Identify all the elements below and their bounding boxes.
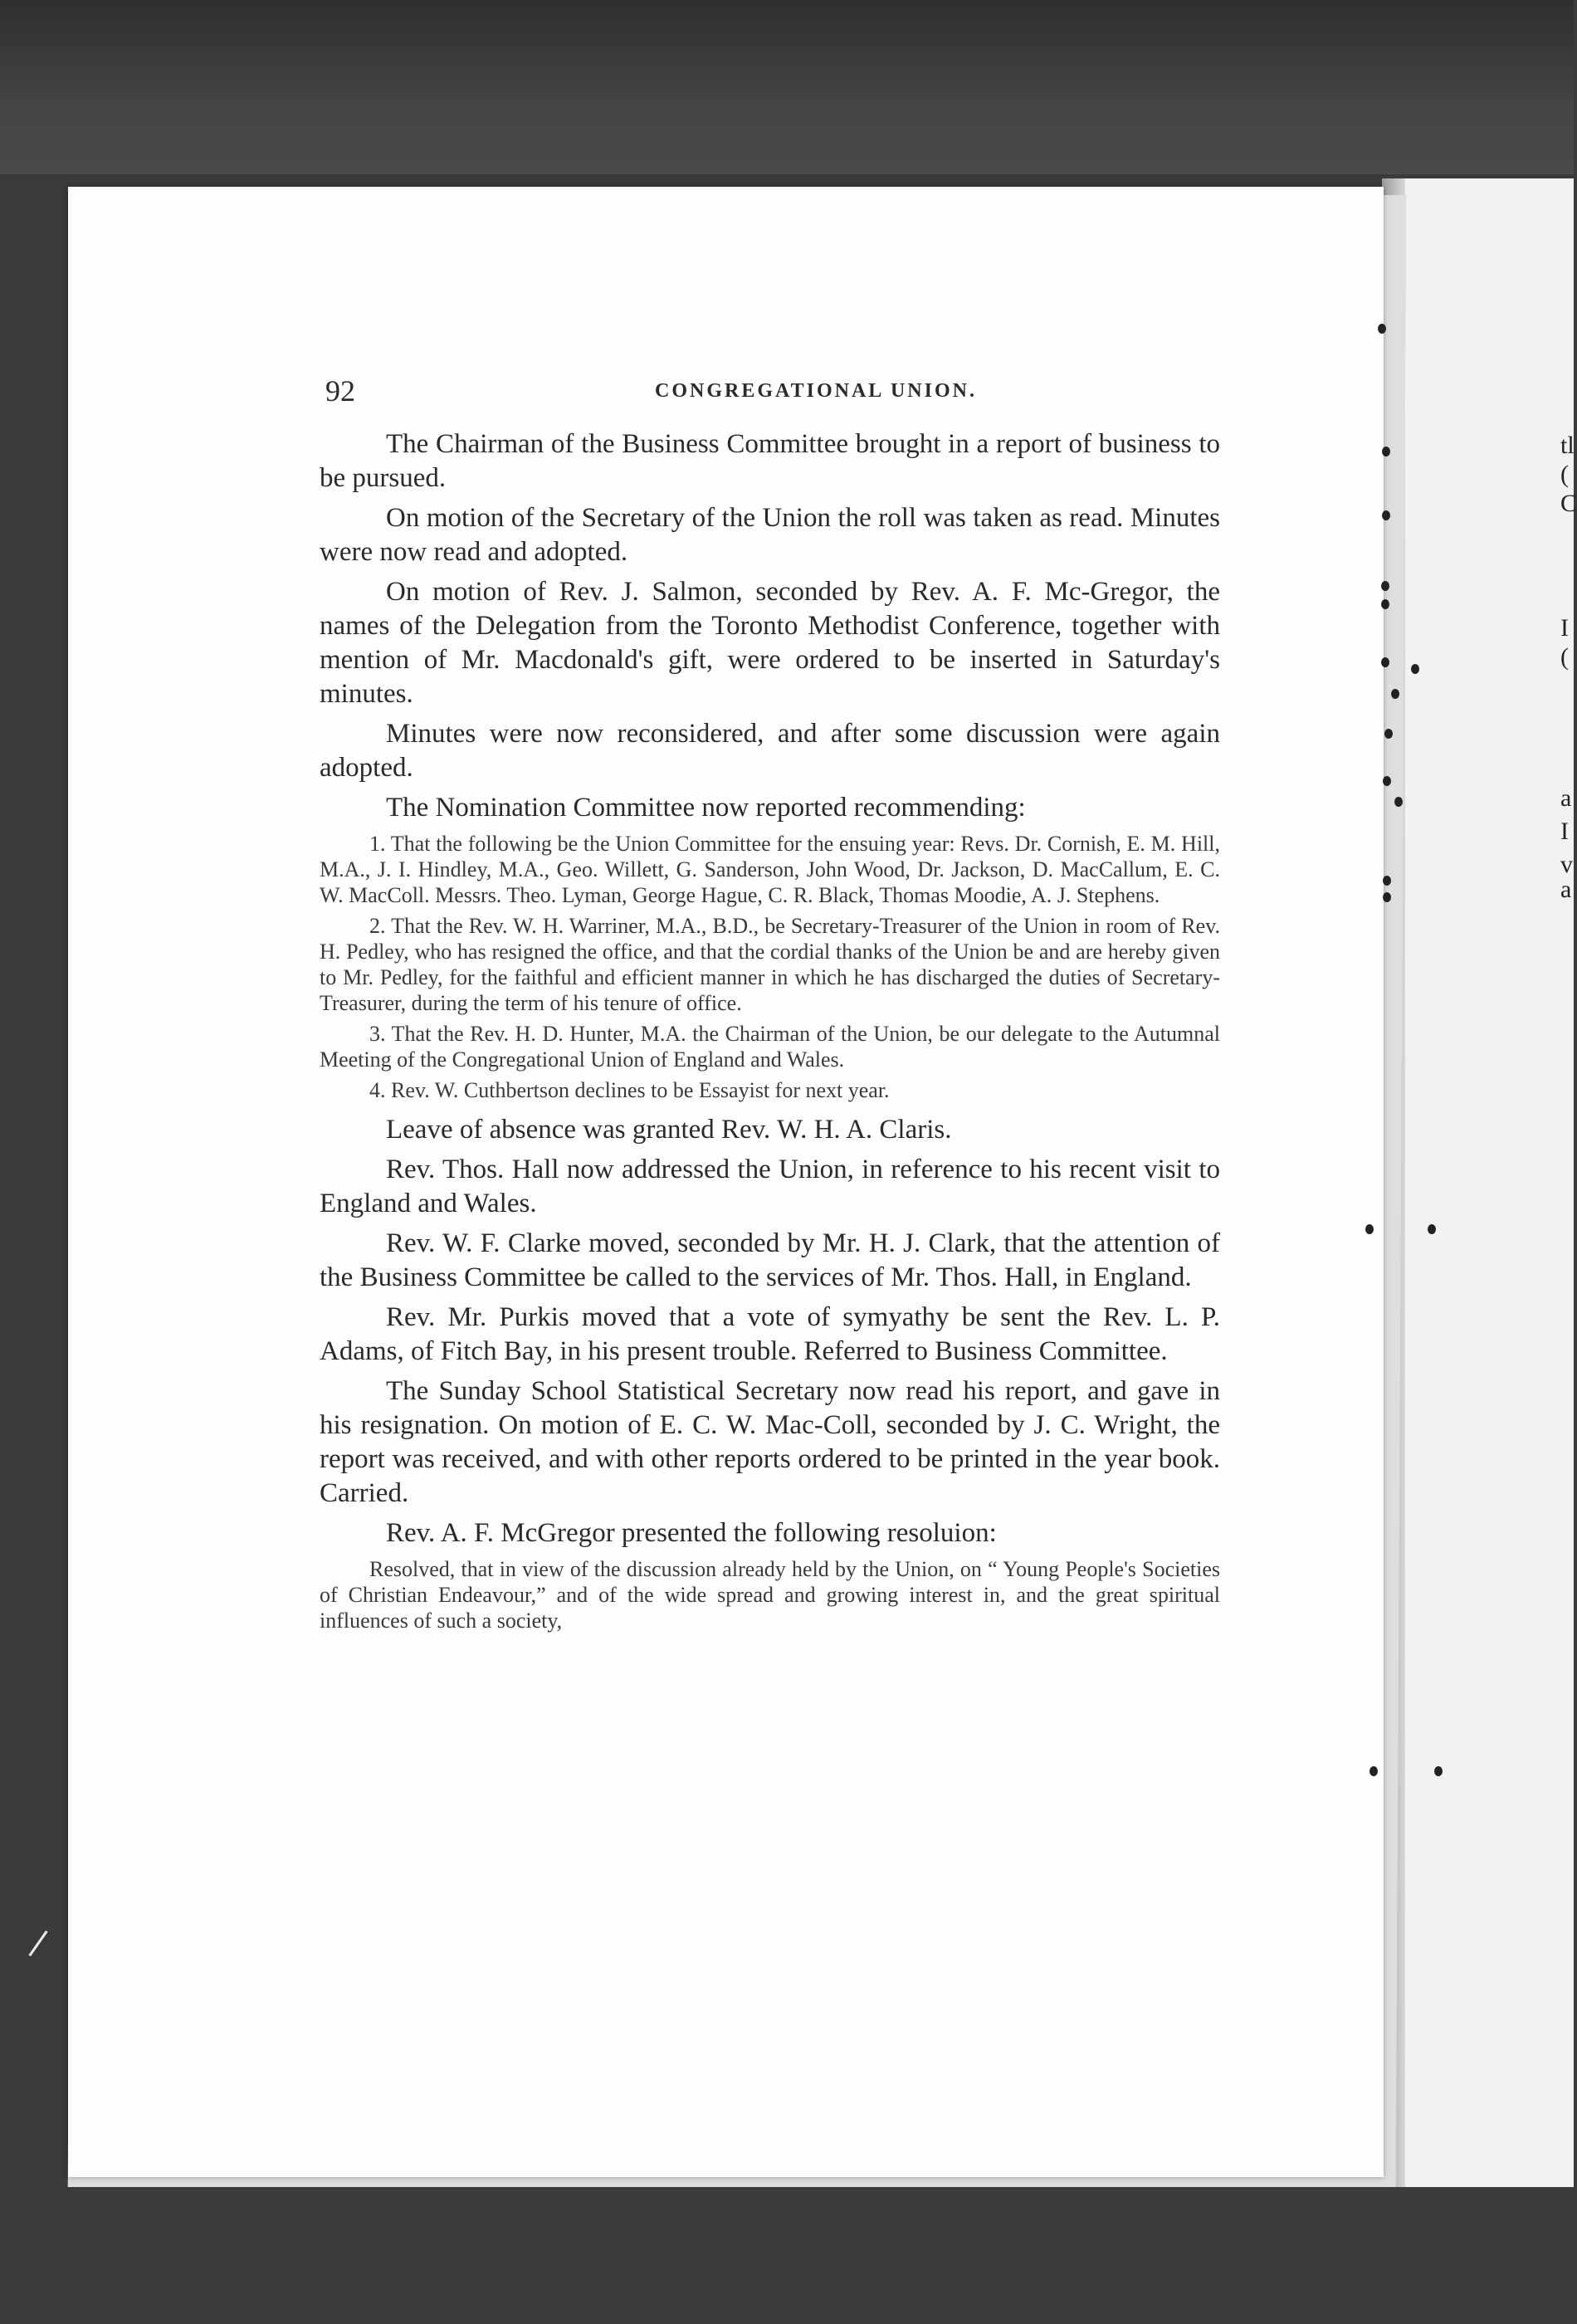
paragraph-mcgregor-resolution: Rev. A. F. McGregor presented the following resoluion: (386, 1518, 997, 1548)
running-head (0, 380, 1574, 403)
paragraph-purkis-motion: Rev. Mr. Purkis moved that a vote of symyathy be sent the Rev. L. P. Adams, of Fitch Bay, in his present trouble. Referred to Business Committee. (320, 1302, 1220, 1366)
binding-mark (1378, 324, 1386, 334)
binding-mark (1391, 689, 1399, 699)
recommendation-3: 3. That the Rev. H. D. Hunter, M.A. the Chairman of the Union, be our delegate to the Autumnal Meeting of the Congregational Union of England and Wales. (320, 1022, 1220, 1072)
facing-page-fragment: a (1560, 876, 1572, 903)
paragraph-business-committee: The Chairman of the Business Committee brought in a report of business to be pursued. (320, 429, 1220, 493)
facing-page-fragment: I (1560, 818, 1569, 845)
paragraph-sunday-school-report: The Sunday School Statistical Secretary now read his report, and gave in his resignation. On motion of E. C. W. Mac-Coll, seconded by J. C. Wright, the report was received, and with other reports ordered to be printed in the year book. Carried. (320, 1376, 1220, 1508)
facing-page-fragment: ( (1560, 643, 1569, 671)
binding-mark (1383, 892, 1391, 902)
scan-artifact (28, 1931, 47, 1956)
facing-page-fragment: tl (1560, 432, 1575, 459)
facing-page-fragment: v (1560, 851, 1573, 878)
running-head-text: CONGREGATIONAL UNION. (655, 380, 977, 402)
paragraph-clarke-motion: Rev. W. F. Clarke moved, seconded by Mr. H. J. Clark, that the attention of the Business Committee be called to the services of Mr. Thos. Hall, in England. (320, 1228, 1220, 1292)
binding-mark (1381, 599, 1389, 609)
binding-mark (1370, 1766, 1378, 1776)
binding-mark (1383, 876, 1391, 886)
binding-mark (1383, 776, 1391, 786)
binding-mark (1394, 797, 1403, 807)
binding-mark (1365, 1224, 1374, 1234)
scan-background (0, 0, 1574, 174)
binding-mark (1434, 1766, 1443, 1776)
binding-mark (1411, 664, 1419, 674)
paragraph-roll-taken: On motion of the Secretary of the Union the roll was taken as read. Minutes were now read and adopted. (320, 503, 1220, 567)
paragraph-nomination-committee: The Nomination Committee now reported recommending: (386, 793, 1026, 823)
paragraph-methodist-delegation: On motion of Rev. J. Salmon, seconded by Rev. A. F. Mc-Gregor, the names of the Delegation from the Toronto Methodist Conference, together with mention of Mr. Macdonald's gift, were ordered to be inserted in Saturday's minutes. (320, 577, 1220, 709)
facing-page-fragment: a (1560, 784, 1572, 812)
facing-page-fragment: ( (1560, 461, 1569, 488)
paragraph-thos-hall: Rev. Thos. Hall now addressed the Union, in reference to his recent visit to England and Wales. (320, 1155, 1220, 1218)
binding-mark (1381, 581, 1389, 591)
recommendation-4: 4. Rev. W. Cuthbertson declines to be Essayist for next year. (369, 1078, 890, 1102)
paragraph-minutes-reconsidered: Minutes were now reconsidered, and after some discussion were again adopted. (320, 719, 1220, 783)
binding-mark (1384, 729, 1393, 739)
page-number: 92 (325, 374, 355, 408)
resolution-text: Resolved, that in view of the discussion already held by the Union, on “ Young People's Societies of Christian Endeavour,” and of the wide spread and growing interest in, and the great spiritual influences of such a society, (320, 1557, 1220, 1633)
binding-mark (1381, 657, 1389, 667)
facing-page-fragment: C (1560, 490, 1577, 517)
facing-page-fragment: I (1560, 614, 1569, 642)
recommendation-1: 1. That the following be the Union Committee for the ensuing year: Revs. Dr. Cornish, E. M. Hill, M.A., J. I. Hindley, M.A., Geo. Willett, G. Sanderson, John Wood, Dr. Jackson, D. MacCallum, E. C. W. MacColl. Messrs. Theo. Lyman, George Hague, C. R. Black, Thomas Moodie, A. J. Stephens. (320, 832, 1220, 907)
facing-page (1382, 178, 1574, 2187)
page-body (320, 427, 1220, 1638)
binding-mark (1382, 447, 1390, 456)
paragraph-leave-of-absence: Leave of absence was granted Rev. W. H. A. Claris. (386, 1115, 952, 1145)
binding-mark (1428, 1224, 1436, 1234)
recommendation-2: 2. That the Rev. W. H. Warriner, M.A., B.D., be Secretary-Treasurer of the Union in room of Rev. H. Pedley, who has resigned the office, and that the cordial thanks of the Union be and are hereby given to Mr. Pedley, for the faithful and efficient manner in which he has discharged the duties of Secretary-Treasurer, during the term of his tenure of office. (320, 914, 1220, 1015)
binding-mark (1382, 510, 1390, 520)
